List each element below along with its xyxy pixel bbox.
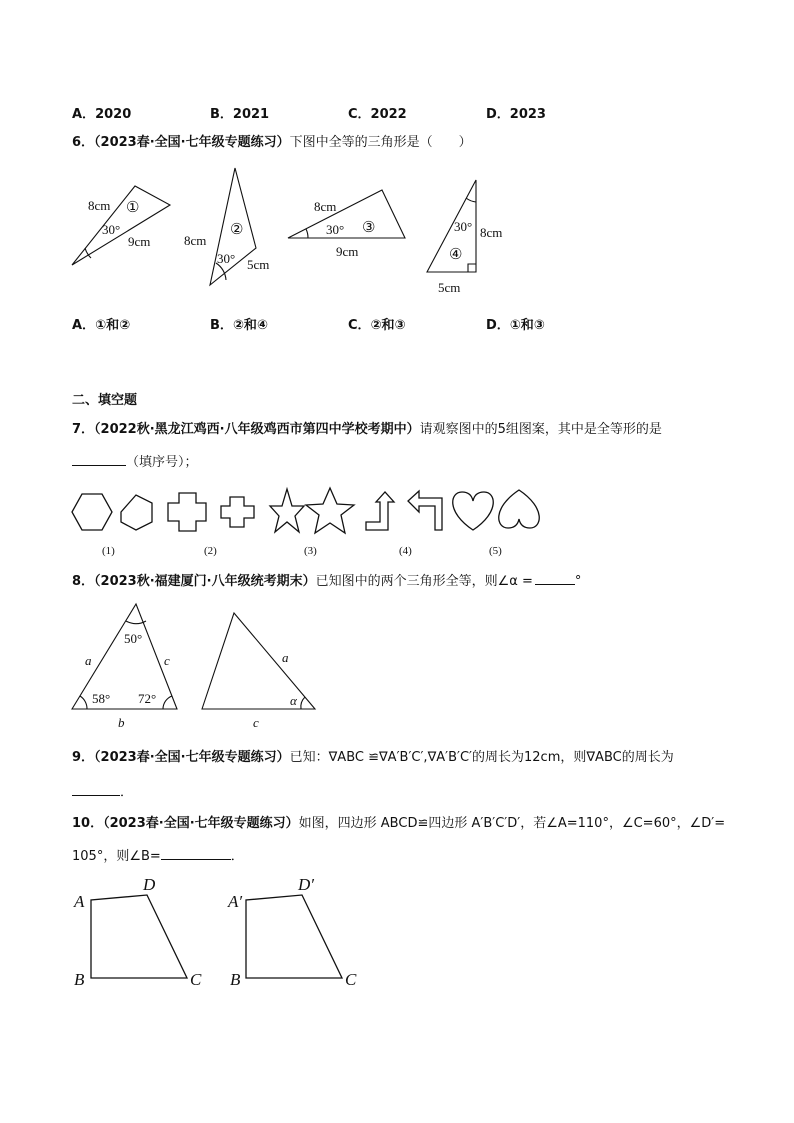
q10-source: （2023春·全国·七年级专题练习） (103, 816, 299, 831)
cross-large-icon (168, 493, 206, 531)
section-title: 二、填空题 (72, 393, 138, 408)
q6-source: （2023春·全国·七年级专题练习） (94, 135, 290, 150)
q5-option-b[interactable]: B．2021 (210, 107, 270, 122)
q7-label-1: (1) (102, 545, 115, 557)
q8-tri2-side-c: c (253, 715, 259, 730)
t3-side2: 9cm (336, 244, 359, 259)
heart-up-icon (499, 490, 539, 528)
star-small-icon (270, 489, 304, 532)
quad1-label-b: B (74, 970, 85, 989)
q7-number: 7． (72, 422, 95, 437)
q6-question (72, 134, 472, 152)
q6-option-a[interactable]: A．①和② (72, 318, 131, 333)
quad2-label-b: B (230, 970, 241, 989)
t2-angle: 30° (217, 251, 236, 266)
q5-option-a[interactable]: A．2020 (72, 107, 132, 122)
q6-triangles-figure (60, 160, 520, 300)
t2-side2: 5cm (247, 257, 270, 272)
q8-triangles-figure (60, 596, 330, 732)
q6-option-b[interactable]: B．②和④ (210, 318, 268, 333)
t4-id: ④ (449, 247, 463, 263)
q8-side-c: c (164, 653, 170, 668)
q9-end: ． (120, 785, 134, 800)
hexagon-small-icon (121, 495, 152, 530)
q8-answer-blank[interactable] (535, 570, 575, 585)
t1-id: ① (126, 200, 140, 216)
quad1-label-d: D (143, 875, 156, 894)
t3-angle: 30° (326, 222, 345, 237)
q6-stem: 下图中全等的三角形是（ ） (289, 135, 472, 150)
q7-label-2: (2) (204, 545, 217, 557)
hexagon-large-icon (72, 494, 112, 530)
quad1-label-c: C (190, 970, 202, 989)
quad-a-prime-b-c-d-prime (246, 895, 342, 978)
q9-stem: 已知：∇ABC ≌∇A′B′C′,∇A′B′C′的周长为12cm，则∇ABC的周长为 (289, 750, 674, 765)
q6-number: 6． (72, 135, 95, 150)
t4-angle: 30° (454, 219, 473, 234)
quad-abcd (91, 895, 187, 978)
q8-tri2-alpha: α (290, 693, 297, 708)
triangle-4-angle-arc (466, 198, 476, 202)
quad2-label-c: C (345, 970, 357, 989)
q9-answer-blank[interactable] (72, 781, 120, 796)
t2-side1: 8cm (184, 233, 207, 248)
q7-label-3: (3) (304, 545, 317, 557)
q8-side-b: b (118, 715, 125, 730)
t4-side2: 5cm (438, 280, 461, 295)
cross-small-icon (221, 497, 254, 527)
q6-option-c[interactable]: C．②和③ (348, 318, 406, 333)
q7-label-4: (4) (399, 545, 412, 557)
triangle-3-angle-arc (306, 229, 308, 238)
q10-line2 (72, 845, 244, 866)
q10-number: 10． (72, 816, 104, 831)
q5-option-c[interactable]: C．2022 (348, 107, 407, 122)
star-large-icon (306, 488, 354, 533)
q7-stem: 请观察图中的5组图案，其中是全等形的是 (419, 422, 662, 437)
q8-triangle-2 (202, 613, 315, 709)
q10-line2-start: 105°，则∠B= (72, 849, 161, 864)
t1-angle: 30° (102, 222, 121, 237)
q8-stem: 已知图中的两个三角形全等，则∠α = (315, 574, 533, 589)
triangle-3 (288, 190, 405, 238)
q7-question (72, 421, 662, 439)
q10-end: ． (230, 849, 244, 864)
q7-source: （2022秋·黑龙江鸡西·八年级鸡西市第四中学校考期中） (94, 422, 420, 437)
quad2-label-a: A′ (228, 892, 243, 911)
t1-side1: 8cm (88, 198, 111, 213)
q9-number: 9． (72, 750, 95, 765)
q7-label-5: (5) (489, 545, 502, 557)
t2-id: ② (230, 222, 244, 238)
q6-option-d[interactable]: D．①和③ (486, 318, 545, 333)
t1-side2: 9cm (128, 234, 151, 249)
quad1-label-a: A (74, 892, 85, 911)
q10-answer-blank[interactable] (161, 845, 231, 860)
t3-id: ③ (362, 220, 376, 236)
q8-angle-72-arc (163, 696, 172, 709)
t4-side1: 8cm (480, 225, 503, 240)
q9-question (72, 749, 674, 767)
q10-stem: 如图，四边形 ABCD≌四边形 A′B′C′D′，若∠A=110°，∠C=60°，∠D′= (298, 816, 726, 831)
q8-number: 8． (72, 574, 95, 589)
q10-question (72, 815, 725, 833)
q10-quadrilaterals-figure (66, 870, 376, 995)
q7-suffix: （填序号）； (126, 455, 198, 470)
q9-source: （2023春·全国·七年级专题练习） (94, 750, 290, 765)
q8-side-a: a (85, 653, 92, 668)
q5-option-d[interactable]: D．2023 (486, 107, 546, 122)
q8-suffix: ° (574, 574, 582, 589)
l-arrow-left-icon (366, 492, 394, 530)
quad2-label-d: D′ (298, 875, 314, 894)
q7-answer-blank[interactable] (72, 451, 126, 466)
q8-angle-58-arc (80, 696, 87, 709)
l-arrow-right-icon (408, 491, 442, 530)
q7-shapes-figure (66, 484, 552, 560)
q7-answer-line (72, 451, 198, 472)
q8-tri2-side-a: a (282, 650, 289, 665)
heart-down-icon (453, 492, 493, 530)
q8-alpha-arc (301, 697, 305, 709)
q8-angle-left: 58° (92, 691, 111, 706)
q8-source: （2023秋·福建厦门·八年级统考期末） (94, 574, 316, 589)
triangle-4-right-angle-mark (468, 264, 476, 272)
q9-answer-line (72, 781, 133, 802)
q8-angle-right: 72° (138, 691, 157, 706)
q8-angle-top: 50° (124, 631, 143, 646)
t3-side1: 8cm (314, 199, 337, 214)
q8-question (72, 570, 581, 591)
